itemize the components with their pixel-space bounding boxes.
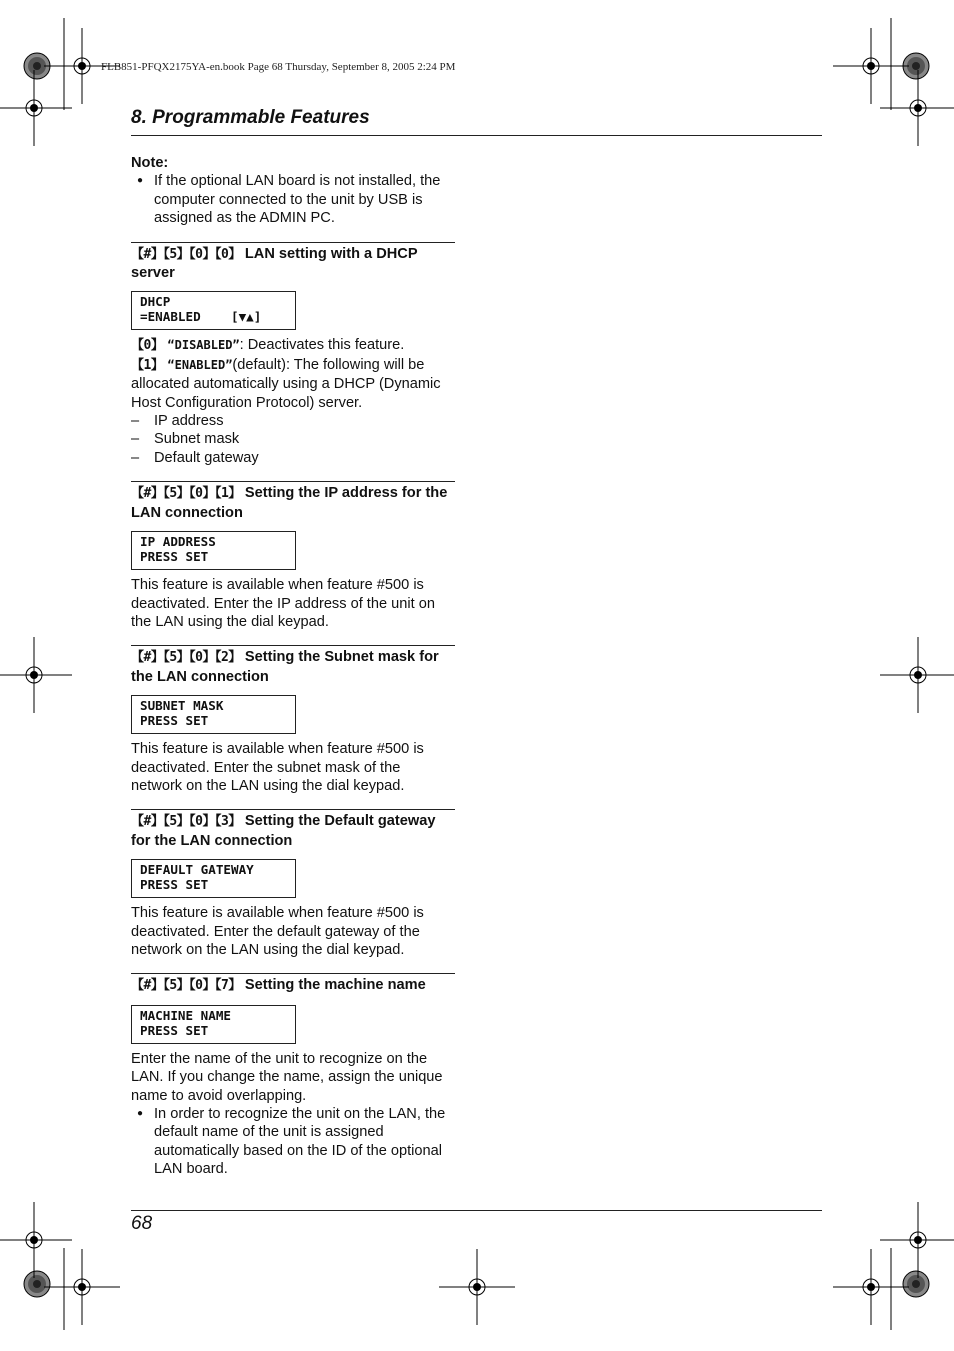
page-number: 68 [131,1213,153,1234]
feature-code: 【#】【5】【0】【7】 [131,978,241,994]
section-title: Setting the Default gateway for the LAN connection [131,813,436,849]
section-heading [131,812,455,850]
lcd-display: DEFAULT GATEWAY PRESS SET [131,859,296,898]
list-item: – Default gateway [131,449,455,467]
section-body: Enter the name of the unit to recognize on the LAN. If you change the name, assign the unique name to avoid overlapping. [131,1050,443,1104]
list-item: – Subnet mask [131,430,455,448]
section-heading [131,976,455,995]
section-default-gateway [131,809,455,959]
option-label: “DISABLED” [167,338,240,353]
note-bullet: ● If the optional LAN board is not installed, the computer connected to the unit by USB is assigned as the ADMIN PC. [131,172,455,227]
section-title: Setting the machine name [244,977,426,994]
section-ip-address [131,481,455,631]
option-key: 【0】 [131,338,164,354]
section-body: This feature is available when feature #500 is deactivated. Enter the default gateway of the network on the LAN using the dial keypad. [131,905,424,958]
section-title: Setting the IP address for the LAN connection [131,485,448,521]
option-text: : Deactivates this feature. [239,337,405,354]
lcd-display: IP ADDRESS PRESS SET [131,531,296,570]
feature-code: 【#】【5】【0】【2】 [131,650,241,666]
lcd-display: DHCP =ENABLED [▼▲] [131,291,296,330]
main-column [131,152,455,1179]
section-bullet: ● In order to recognize the unit on the LAN, the default name of the unit is assigned automatically based on the ID of the optional LAN board. [131,1105,455,1179]
section-machine-name [131,973,455,1178]
section-title: LAN setting with a DHCP server [131,245,418,282]
lcd-display: MACHINE NAME PRESS SET [131,1005,296,1044]
feature-code: 【#】【5】【0】【1】 [131,486,241,502]
print-info: FLB851-PFQX2175YA-en.book Page 68 Thursday, September 8, 2005 2:24 PM [101,61,456,73]
chapter-title: 8. Programmable Features [131,107,822,136]
footer-rule [131,1210,822,1211]
option-disabled [131,336,455,355]
section-title: Setting the Subnet mask for the LAN connection [131,649,439,685]
section-subnet-mask [131,645,455,795]
section-heading [131,484,455,522]
feature-code: 【#】【5】【0】【0】 [131,246,241,262]
section-heading [131,245,455,283]
note-title: Note: [131,155,169,171]
option-text: (default): The following will be allocated automatically using a DHCP (Dynamic Host Configuration Protocol) server. [131,356,441,411]
option-key: 【1】 [131,357,164,373]
lcd-display: SUBNET MASK PRESS SET [131,695,296,734]
option-label: “ENABLED” [167,357,233,372]
section-heading [131,648,455,686]
list-item: – IP address [131,412,455,430]
section-body: This feature is available when feature #500 is deactivated. Enter the subnet mask of the network on the LAN using the dial keypad. [131,741,424,794]
feature-code: 【#】【5】【0】【3】 [131,814,241,830]
section-dhcp [131,242,455,468]
option-enabled [131,356,455,412]
section-body: This feature is available when feature #500 is deactivated. Enter the IP address of the unit on the LAN using the dial keypad. [131,577,435,630]
